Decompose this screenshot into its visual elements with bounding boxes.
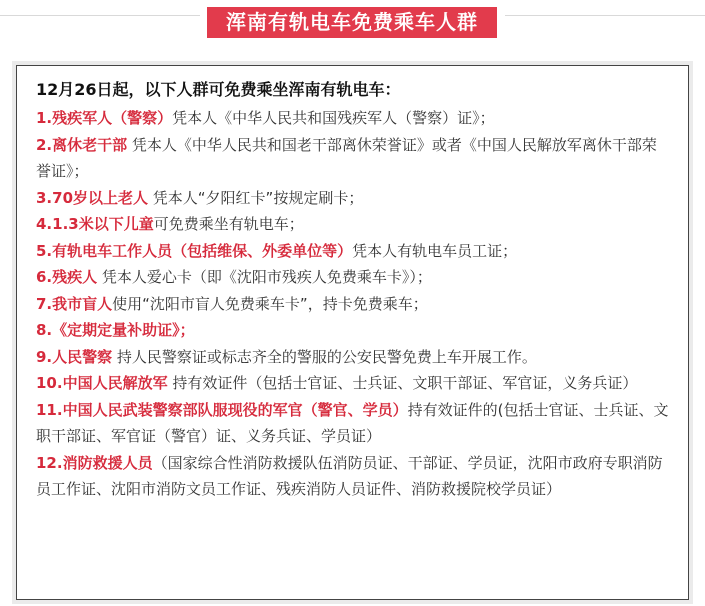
item-5-number: 5. [36, 241, 53, 260]
item-3-detail: 凭本人“夕阳红卡”按规定刷卡； [148, 188, 364, 207]
item-7-detail: 使用“沈阳市盲人免费乘车卡”，持卡免费乘车； [112, 294, 428, 313]
item-8-number: 8. [36, 321, 53, 339]
title-divider-right [505, 15, 705, 16]
item-5-category: 有轨电车工作人员（包括维保、外委单位等） [52, 241, 353, 260]
item-4-number: 4. [36, 215, 53, 233]
item-4-detail: 可免费乘坐有轨电车； [153, 215, 304, 233]
item-12-category: 消防救援人员 [62, 453, 153, 472]
list-item-9 [36, 344, 670, 371]
item-3-category: 70岁以上老人 [52, 188, 149, 207]
item-4-category: 1.3米以下儿童 [52, 215, 154, 233]
item-10-detail: 持有效证件（包括士官证、士兵证、文职干部证、军官证，义务兵证） [167, 374, 638, 392]
page-title: 浑南有轨电车免费乘车人群 [207, 7, 497, 38]
list-item-8 [36, 317, 670, 344]
item-6-detail: 凭本人爱心卡（即《沈阳市残疾人免费乘车卡》）； [97, 268, 432, 286]
item-9-category: 人民警察 [52, 347, 113, 366]
content-panel [16, 65, 689, 600]
item-8-category: 《定期定量补助证》； [52, 321, 195, 339]
item-2-number: 2. [36, 135, 53, 154]
item-12-detail: （国家综合性消防救援队伍消防员证、干部证、学员证，沈阳市政府专职消防员工作证、沈阳市消防文员工作证、残疾消防人员证件、消防救援院校学员证） [36, 453, 663, 498]
item-11-detail: 持有效证件的(包括士官证、士兵证、文职干部证、军官证（警官）证、义务兵证、学员证） [36, 400, 669, 445]
item-10-category: 中国人民解放军 [62, 374, 168, 392]
item-2-category: 离休老干部 [52, 135, 128, 154]
item-12-number: 12. [36, 453, 63, 472]
item-6-category: 残疾人 [52, 268, 98, 286]
item-3-number: 3. [36, 188, 53, 207]
item-9-detail: 持人民警察证或标志齐全的警服的公安民警免费上车开展工作。 [112, 347, 537, 366]
list-item-12 [36, 450, 670, 503]
item-1-detail: 凭本人《中华人民共和国残疾军人（警察）证》； [172, 109, 495, 127]
list-item-4 [36, 211, 670, 238]
item-7-number: 7. [36, 294, 53, 313]
title-divider-left [0, 15, 200, 16]
list-item-5 [36, 238, 670, 265]
item-10-number: 10. [36, 374, 63, 392]
item-11-category: 中国人民武装警察部队服现役的军官（警官、学员） [62, 400, 408, 419]
item-7-category: 我市盲人 [52, 294, 113, 313]
item-9-number: 9. [36, 347, 53, 366]
list-item-1 [36, 105, 670, 132]
item-1-category: 残疾军人（警察） [52, 109, 173, 127]
list-item-3 [36, 185, 670, 212]
list-item-7 [36, 291, 670, 318]
item-1-number: 1. [36, 109, 53, 127]
list-item-2 [36, 132, 670, 185]
item-6-number: 6. [36, 268, 53, 286]
list-item-11 [36, 397, 670, 450]
list-item-10 [36, 370, 670, 397]
list-item-6 [36, 264, 670, 291]
item-11-number: 11. [36, 400, 63, 419]
item-5-detail: 凭本人有轨电车员工证； [352, 241, 518, 260]
item-2-detail: 凭本人《中华人民共和国老干部离休荣誉证》或者《中国人民解放军离休干部荣誉证》； [36, 135, 657, 180]
intro-text: 12月26日起，以下人群可免费乘坐浑南有轨电车： [36, 80, 401, 99]
